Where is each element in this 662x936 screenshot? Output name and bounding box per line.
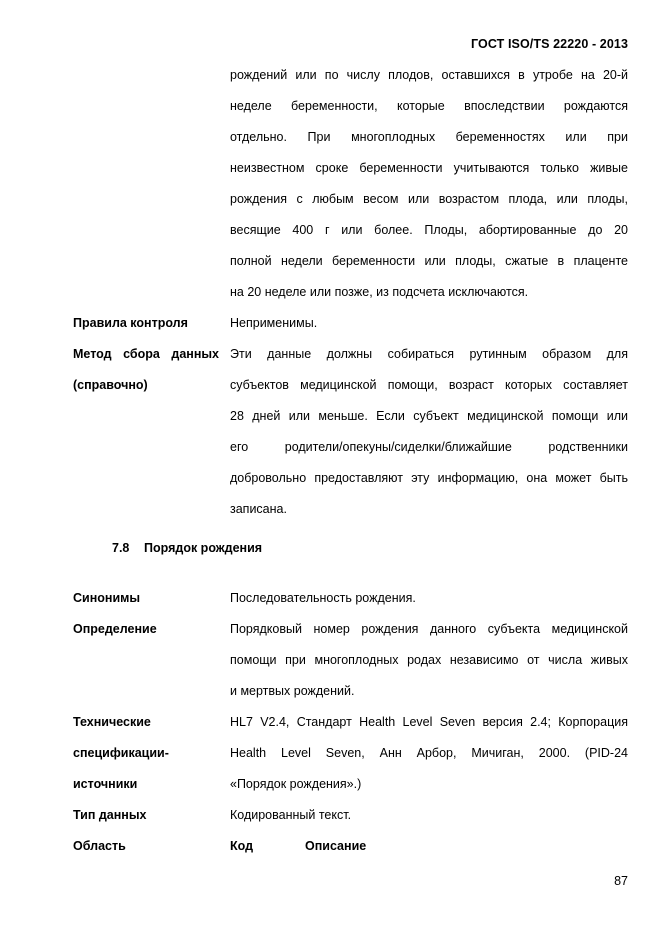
definition-row bbox=[73, 614, 628, 707]
method-label-line2: (справочно) bbox=[73, 378, 148, 392]
area-label: Область bbox=[73, 839, 126, 853]
text-line: Кодированный текст. bbox=[230, 808, 352, 822]
synonyms-value bbox=[230, 583, 628, 614]
text-line: записана. bbox=[230, 502, 287, 516]
text-line: субъектов медицинской помощи, возраст которых составляет bbox=[230, 378, 628, 392]
tech-label-line1: Технические bbox=[73, 715, 151, 729]
continuation-row bbox=[73, 60, 628, 308]
text-line: помощи при многоплодных родах независимо от числа живых bbox=[230, 653, 628, 667]
document-header: ГОСТ ISO/TS 22220 - 2013 bbox=[471, 37, 628, 51]
text-line: Эти данные должны собираться рутинным образом для bbox=[230, 347, 628, 361]
method-row bbox=[73, 339, 628, 525]
datatype-value bbox=[230, 800, 628, 831]
definition-label: Определение bbox=[73, 622, 157, 636]
text-line: и мертвых рождений. bbox=[230, 684, 355, 698]
text-line: Порядковый номер рождения данного субъекта медицинской bbox=[230, 622, 628, 636]
text-line: его родители/опекуны/сиделки/ближайшие родственники bbox=[230, 440, 628, 454]
continuation-text bbox=[230, 60, 628, 308]
datatype-label: Тип данных bbox=[73, 808, 147, 822]
area-col-code: Код bbox=[230, 839, 254, 853]
text-line: полной недели беременности или плоды, сжатые в плаценте bbox=[230, 254, 628, 268]
datatype-row bbox=[73, 800, 628, 831]
text-line: Неприменимы. bbox=[230, 316, 318, 330]
text-line: отдельно. При многоплодных беременностях или при bbox=[230, 130, 628, 144]
rules-value bbox=[230, 308, 628, 339]
definition-text bbox=[230, 614, 628, 707]
section-title: Порядок рождения bbox=[144, 541, 263, 555]
area-row bbox=[73, 831, 628, 862]
page-number: 87 bbox=[614, 874, 628, 888]
section-number: 7.8 bbox=[112, 541, 130, 555]
area-col-description: Описание bbox=[305, 839, 367, 853]
text-line: неизвестном сроке беременности учитываются только живые bbox=[230, 161, 628, 175]
text-line: «Порядок рождения».) bbox=[230, 777, 362, 791]
section-heading bbox=[112, 533, 628, 564]
text-line: рождения с любым весом или возрастом плода, или плоды, bbox=[230, 192, 628, 206]
tech-row bbox=[73, 707, 628, 800]
text-line: HL7 V2.4, Стандарт Health Level Seven версия 2.4; Корпорация bbox=[230, 715, 628, 729]
rules-label: Правила контроля bbox=[73, 316, 188, 330]
text-line: 28 дней или меньше. Если субъект медицинской помощи или bbox=[230, 409, 628, 423]
tech-label-line3: источники bbox=[73, 777, 138, 791]
text-line: на 20 неделе или позже, из подсчета исключаются. bbox=[230, 285, 529, 299]
text-line: весящие 400 г или более. Плоды, абортированные до 20 bbox=[230, 223, 628, 237]
text-line: Последовательность рождения. bbox=[230, 591, 416, 605]
synonyms-row bbox=[73, 583, 628, 614]
area-columns bbox=[230, 831, 628, 862]
tech-text bbox=[230, 707, 628, 800]
method-text bbox=[230, 339, 628, 525]
page-content bbox=[73, 60, 628, 862]
tech-label-line2: спецификации- bbox=[73, 746, 169, 760]
synonyms-label: Синонимы bbox=[73, 591, 141, 605]
method-label-line1: Метод сбора данных bbox=[73, 347, 219, 361]
text-line: неделе беременности, которые впоследствии рождаются bbox=[230, 99, 628, 113]
text-line: Health Level Seven, Анн Арбор, Мичиган, 2000. (PID-24 bbox=[230, 746, 628, 760]
text-line: добровольно предоставляют эту информацию, она может быть bbox=[230, 471, 628, 485]
rules-row bbox=[73, 308, 628, 339]
text-line: рождений или по числу плодов, оставшихся в утробе на 20-й bbox=[230, 68, 628, 82]
